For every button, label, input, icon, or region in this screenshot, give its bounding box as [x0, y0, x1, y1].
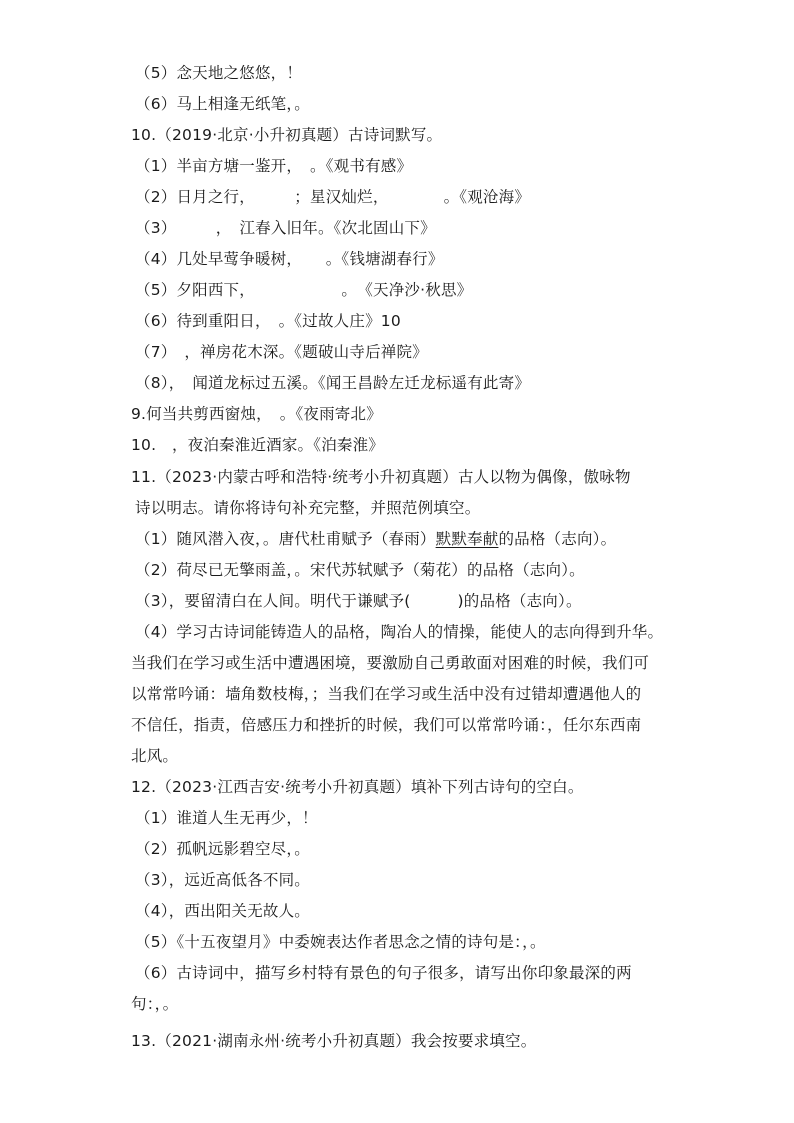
text-line: （4）几处早莺争暖树， 。《钱塘湖春行》 — [135, 250, 444, 268]
text-line: （5）夕阳西下， 。 《天净沙·秋思》 — [135, 281, 473, 299]
question-heading: 13.（2021·湖南永州·统考小升初真题）我会按要求填空。 — [131, 1032, 537, 1050]
text-line: （1）半亩方塘一鉴开， 。《观书有感》 — [135, 157, 413, 175]
text-line: 9.何当共剪西窗烛， 。《夜雨寄北》 — [131, 405, 382, 423]
text-line: （1）谁道人生无再少，！ — [135, 809, 318, 827]
text-segment: （1）随风潜入夜，。唐代杜甫赋予（春雨） — [135, 530, 436, 548]
text-line: （3），远近高低各不同。 — [135, 871, 311, 889]
text-line: （3），要留清白在人间。明代于谦赋予( )的品格（志向）。 — [135, 592, 582, 610]
text-line: 诗以明志。请你将诗句补充完整，并照范例填空。 — [135, 499, 481, 517]
text-segment: 的品格（志向）。 — [498, 530, 617, 548]
text-line: （2）孤帆远影碧空尽，。 — [135, 840, 311, 858]
text-line: （6）马上相逢无纸笔，。 — [135, 95, 311, 113]
text-line: 以常常吟诵：墙角数枝梅，；当我们在学习或生活中没有过错却遭遇他人的 — [131, 685, 642, 703]
question-heading: 12.（2023·江西吉安·统考小升初真题）填补下列古诗句的空白。 — [131, 778, 584, 796]
question-heading: 10.（2019·北京·小升初真题）古诗词默写。 — [131, 126, 443, 144]
text-line: （8）， 闻道龙标过五溪。《闻王昌龄左迁龙标遥有此寄》 — [135, 374, 531, 392]
text-line: 不信任，指责，倍感压力和挫折的时候，我们可以常常吟诵：，任尔东西南 — [131, 716, 642, 734]
text-line: 句：，。 — [131, 995, 179, 1013]
text-line: （7） ，禅房花木深。《题破山寺后禅院》 — [135, 343, 428, 361]
text-line: （3） ， 江春入旧年。《次北固山下》 — [135, 219, 436, 237]
text-line: （2）荷尽已无擎雨盖，。宋代苏轼赋予（菊花）的品格（志向）。 — [135, 561, 585, 579]
emphasis-text: 默默奉献 — [435, 530, 499, 548]
text-line: （6）待到重阳日， 。《过故人庄》10 — [135, 312, 401, 330]
text-line: 当我们在学习或生活中遭遇困境，要激励自己勇敢面对困难的时候，我们可 — [131, 654, 650, 672]
text-line: （5）念天地之悠悠，！ — [135, 64, 303, 82]
text-line: （5）《十五夜望月》中委婉表达作者思念之情的诗句是：，。 — [135, 933, 546, 951]
text-line: 北风。 — [131, 747, 179, 765]
text-line — [135, 528, 695, 550]
text-line: （6）古诗词中，描写乡村特有景色的句子很多，请写出你印象最深的两 — [135, 964, 632, 982]
text-line: （4）学习古诗词能铸造人的品格，陶冶人的情操，能使人的志向得到升华。 — [135, 623, 664, 641]
question-heading: 11.（2023·内蒙古呼和浩特·统考小升初真题）古人以物为偶像，傲咏物 — [131, 468, 631, 486]
text-line: 10. ，夜泊秦淮近酒家。《泊秦淮》 — [131, 436, 385, 454]
text-line: （4），西出阳关无故人。 — [135, 902, 311, 920]
text-line: （2）日月之行， ；星汉灿烂， 。《观沧海》 — [135, 188, 531, 206]
